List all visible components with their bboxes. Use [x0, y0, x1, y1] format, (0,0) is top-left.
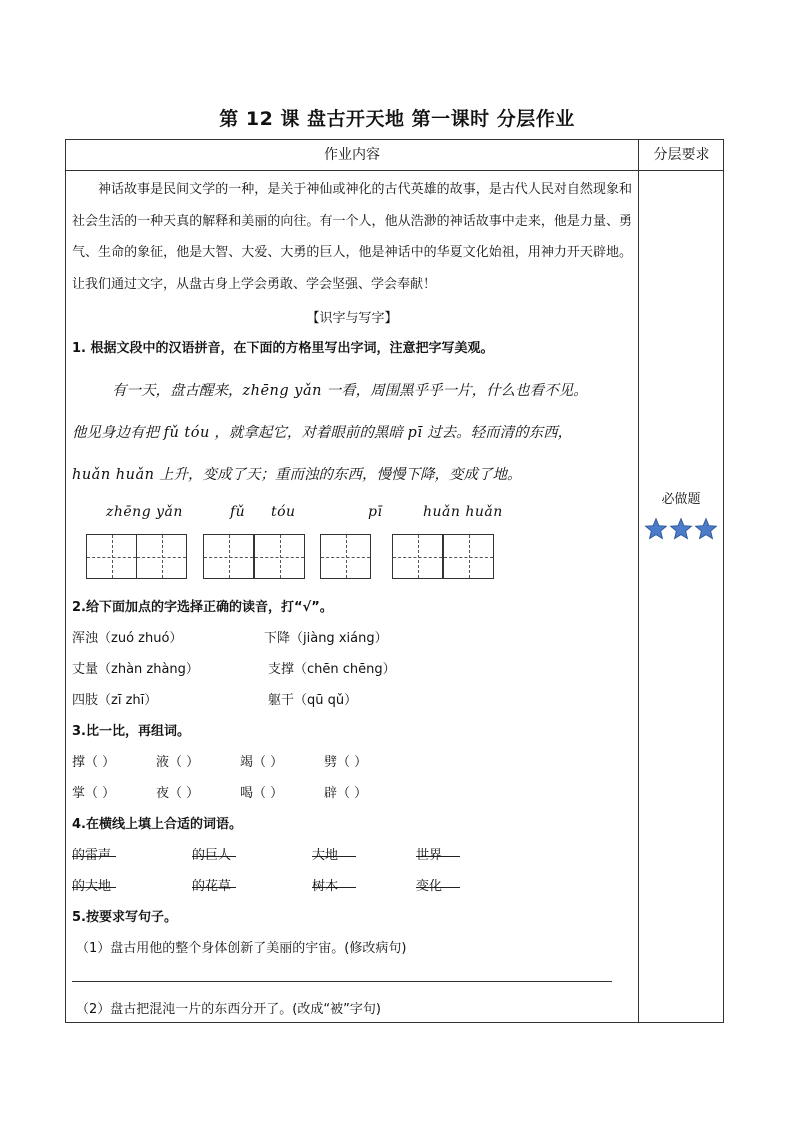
passage-text: 上升，变成了天；重而浊的东西，慢慢下降，变成了地。 — [154, 467, 522, 483]
pronunciation-option[interactable]: 支撑（chēn chēng） — [268, 662, 396, 677]
star-icon — [644, 517, 668, 541]
pinyin-passage — [72, 370, 632, 496]
blank-suffix: 变化 — [416, 879, 443, 894]
blank-suffix: 的巨人 — [192, 848, 232, 863]
intro-paragraph: 神话故事是民间文学的一种，是关于神仙或神化的古代英雄的故事，是古代人民对自然现象和社会生活的一种天真的解释和美丽的向往。有一个人，他从浩渺的神话故事中走来，他是力量、勇气、生命的象征，他是大智、大爱、大勇的巨人，他是神话中的华夏文化始祖，用神力开天辟地。让我们通过文字，从盘古身上学会勇敢、学会坚强、学会奉献！ — [72, 182, 632, 292]
header-content: 作业内容 — [324, 147, 380, 163]
pronunciation-option[interactable]: 四肢（zī zhī） — [72, 693, 158, 708]
compare-item[interactable]: 劈（ ） — [324, 755, 368, 770]
writing-cell[interactable] — [136, 534, 187, 579]
pinyin-word: zhēng yǎn — [242, 383, 322, 399]
pronunciation-option[interactable]: 躯干（qū qǔ） — [268, 693, 358, 708]
pinyin-word: huǎn huǎn — [72, 467, 155, 483]
fill-blank-row — [72, 840, 632, 871]
writing-cell[interactable] — [320, 534, 371, 579]
blank-suffix: 树木 — [312, 879, 339, 894]
compare-row — [72, 747, 632, 778]
pronunciation-option[interactable]: 丈量（zhàn zhàng） — [72, 662, 199, 677]
blank-suffix: 世界 — [416, 848, 443, 863]
compare-item[interactable]: 喝（ ） — [240, 786, 284, 801]
passage-text: 他见身边有把 — [72, 425, 164, 441]
pronunciation-option[interactable]: 浑浊（zuó zhuó） — [72, 631, 183, 646]
writing-cell[interactable] — [392, 534, 443, 579]
writing-grid — [72, 496, 632, 592]
requirement-cell — [638, 488, 724, 541]
writing-cell[interactable] — [254, 534, 305, 579]
compare-item[interactable]: 撑（ ） — [72, 755, 116, 770]
question-5-label: 5.按要求写句子。 — [72, 910, 177, 925]
question-1-label: 1. 根据文段中的汉语拼音，在下面的方格里写出字词，注意把字写美观。 — [72, 341, 494, 356]
pronunciation-row — [72, 623, 632, 654]
grid-pinyin-label: tóu — [271, 504, 296, 520]
sentence-task-1: （1）盘古用他的整个身体创新了美丽的宇宙。(修改病句) — [76, 941, 407, 956]
difficulty-stars — [638, 517, 724, 541]
writing-cell[interactable] — [443, 534, 494, 579]
section-heading: 【识字与写字】 — [306, 311, 398, 326]
answer-line[interactable] — [72, 964, 632, 994]
blank-suffix: 大地 — [312, 848, 339, 863]
pronunciation-option[interactable]: 下降（jiàng xiáng） — [264, 631, 388, 646]
compare-item[interactable]: 液（ ） — [156, 755, 200, 770]
grid-pinyin-label: zhēng yǎn — [106, 504, 183, 520]
header-requirement: 分层要求 — [653, 147, 710, 163]
page-title: 第 12 课 盘古开天地 第一课时 分层作业 — [219, 108, 575, 130]
pronunciation-row — [72, 685, 632, 716]
question-2-label: 2.给下面加点的字选择正确的读音，打“√”。 — [72, 600, 333, 615]
grid-pinyin-label: fǔ — [230, 504, 246, 520]
writing-cell[interactable] — [203, 534, 254, 579]
writing-cell[interactable] — [86, 534, 137, 579]
passage-text: 有一天，盘古醒来， — [112, 383, 243, 399]
question-4-label: 4.在横线上填上合适的词语。 — [72, 817, 242, 832]
compare-item[interactable]: 掌（ ） — [72, 786, 116, 801]
star-icon — [669, 517, 693, 541]
pinyin-word: fǔ tóu — [163, 425, 210, 441]
passage-text: ，就拿起它，对着眼前的黑暗 — [209, 425, 408, 441]
blank-suffix: 的雷声 — [72, 848, 112, 863]
compare-row — [72, 778, 632, 809]
pinyin-word: pī — [407, 425, 423, 441]
star-icon — [694, 517, 718, 541]
question-3-label: 3.比一比，再组词。 — [72, 724, 190, 739]
blank-suffix: 的花草 — [192, 879, 232, 894]
pronunciation-row — [72, 654, 632, 685]
grid-pinyin-label: huǎn huǎn — [423, 504, 503, 520]
compare-item[interactable]: 夜（ ） — [156, 786, 200, 801]
blank-suffix: 的大地 — [72, 879, 112, 894]
sentence-task-2: （2）盘古把混沌一片的东西分开了。(改成“被”字句) — [76, 1002, 381, 1017]
requirement-level: 必做题 — [661, 492, 701, 507]
fill-blank-row — [72, 871, 632, 902]
passage-text: 过去。轻而清的东西， — [422, 425, 573, 441]
passage-text: 一看，周围黑乎乎一片，什么也看不见。 — [321, 383, 588, 399]
compare-item[interactable]: 竭（ ） — [240, 755, 284, 770]
column-divider — [638, 140, 639, 1022]
compare-item[interactable]: 辟（ ） — [324, 786, 368, 801]
homework-content — [72, 170, 632, 1025]
grid-pinyin-label: pī — [368, 504, 383, 520]
